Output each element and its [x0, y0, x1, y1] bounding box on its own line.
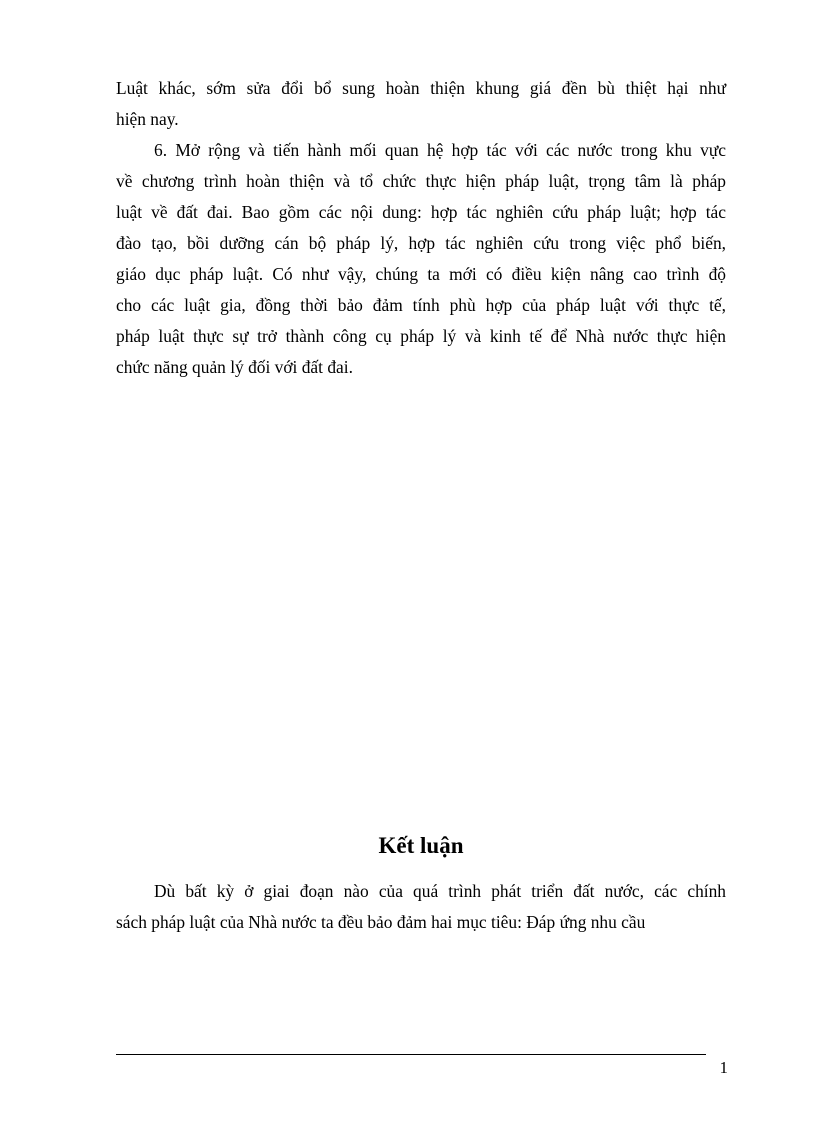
footer-divider: [116, 1054, 706, 1055]
paragraph-line: về chương trình hoàn thiện và tổ chức thực hiện pháp luật, trọng tâm là pháp: [116, 171, 726, 191]
paragraph-line: đào tạo, bồi dưỡng cán bộ pháp lý, hợp tác nghiên cứu trong việc phổ biến,: [116, 233, 726, 253]
paragraph-continued: [116, 73, 726, 135]
paragraph-line: pháp luật thực sự trở thành công cụ pháp lý và kinh tế để Nhà nước thực hiện: [116, 326, 726, 346]
paragraph-line: hiện nay.: [116, 109, 179, 129]
paragraph-line: Dù bất kỳ ở giai đoạn nào của quá trình phát triển đất nước, các chính: [154, 881, 726, 901]
paragraph-line: cho các luật gia, đồng thời bảo đảm tính phù hợp của pháp luật với thực tế,: [116, 295, 726, 315]
conclusion-paragraph: [116, 876, 726, 938]
paragraph-line: sách pháp luật của Nhà nước ta đều bảo đảm hai mục tiêu: Đáp ứng nhu cầu: [116, 912, 646, 932]
paragraph-line: Luật khác, sớm sửa đổi bổ sung hoàn thiện khung giá đền bù thiệt hại như: [116, 78, 726, 98]
section-heading: Kết luận: [378, 833, 464, 858]
paragraph-6: [116, 135, 726, 383]
page-number: 1: [719, 1058, 728, 1077]
paragraph-line: 6. Mở rộng và tiến hành mối quan hệ hợp tác với các nước trong khu vực: [154, 140, 726, 160]
paragraph-line: chức năng quản lý đối với đất đai.: [116, 357, 353, 377]
paragraph-line: luật về đất đai. Bao gồm các nội dung: hợp tác nghiên cứu pháp luật; hợp tác: [116, 202, 726, 222]
paragraph-line: giáo dục pháp luật. Có như vậy, chúng ta mới có điều kiện nâng cao trình độ: [116, 264, 726, 284]
